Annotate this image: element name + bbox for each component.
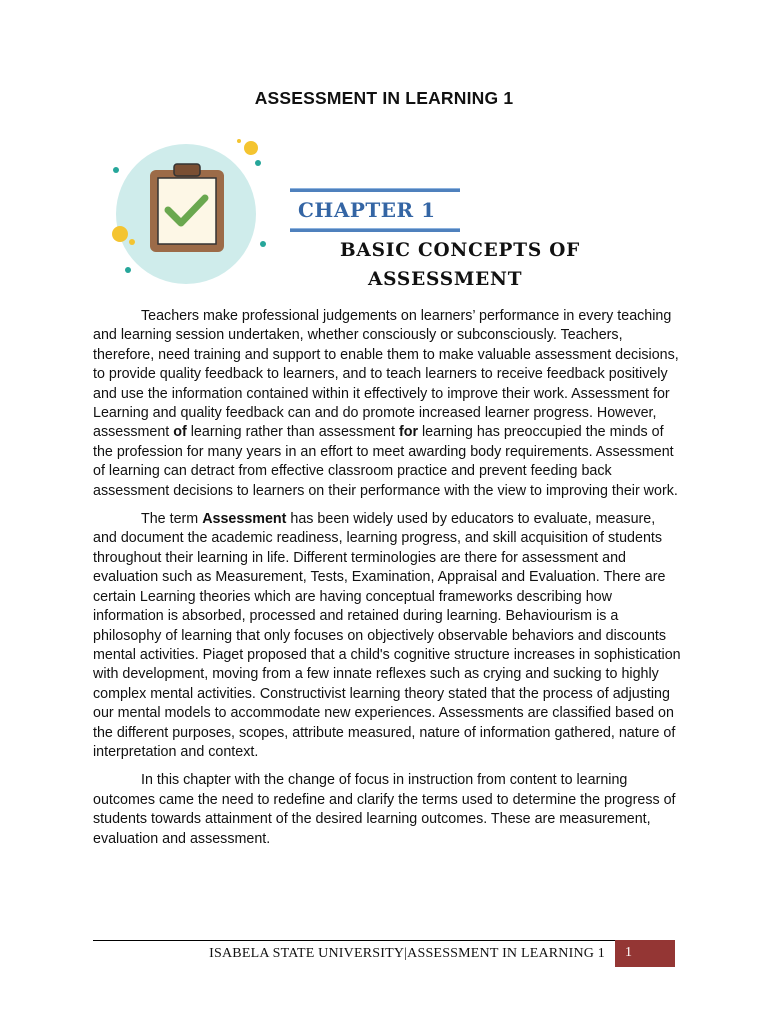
dot-teal xyxy=(113,167,119,173)
paragraph-text: In this chapter with the change of focus in instruction from content to learning outcomes came the need to redefine and clarify the terms used to determine the progress of students towards attainment of the desired learning outcomes. These are measurement, evaluation and assessment. xyxy=(93,772,676,847)
chapter-box xyxy=(290,188,460,232)
chapter-heading-line2: ASSESSMENT xyxy=(368,269,523,290)
bold-term: Assessment xyxy=(202,511,287,528)
bold-term: for xyxy=(398,424,419,441)
chapter-label: CHAPTER 1 xyxy=(298,198,436,222)
paragraph-text: has been widely used by educators to evaluate, measure, and document the academic readiness, learning progress, and skill acquisition of students throughout their learning in life. Different terminologies are there for assessment and evaluation such as Measurement, Tests, Examination, Appraisal and Evaluation. There are certain Learning theories which are having conceptual frameworks describing how information is absorbed, processed and retained during learning. Behaviourism is a philosophy of learning that only focuses on objectively observable behaviors and discounts mental activities. Piaget proposed that a child's cognitive structure increases in sophistication with development, moving from a few innate reflexes such as crying and sucking to highly complex mental activities. Constructivist learning theory stated that the process of adjusting our mental models to accommodate new experiences. Assessments are classified based on the different purposes, scopes, attribute measured, nature of information gathered, nature of interpretation and context. xyxy=(93,511,681,760)
dot-yellow xyxy=(244,141,258,155)
paragraph-text: learning rather than assessment xyxy=(186,424,399,441)
clipboard-illustration xyxy=(108,138,278,298)
page-footer xyxy=(93,940,675,967)
paragraph-2 xyxy=(93,510,683,762)
paragraph-text: learning has preoccupied the minds of the profession for many years in an effort to meet awarding body requirements. Assessment of learning can detract from effective classroom practice and prevent feeding back assessment decisions to learners on their performance with the view to improving their work. xyxy=(93,424,678,499)
clipboard-clip xyxy=(174,164,200,176)
paragraph-3 xyxy=(93,771,683,849)
footer-text: ISABELA STATE UNIVERSITY|ASSESSMENT IN LEARNING 1 xyxy=(209,946,605,961)
dot-yellow-small xyxy=(129,239,135,245)
dot-teal xyxy=(255,160,261,166)
bold-term: of xyxy=(173,424,187,441)
dot-teal xyxy=(125,267,131,273)
page-number: 1 xyxy=(615,940,675,967)
dot-teal xyxy=(260,241,266,247)
document-title: ASSESSMENT IN LEARNING 1 xyxy=(254,88,514,108)
dot-yellow-small xyxy=(237,139,241,143)
dot-yellow xyxy=(112,226,128,242)
clipboard-check-icon xyxy=(108,138,278,298)
chapter-heading xyxy=(340,236,640,294)
chapter-heading-line1: BASIC CONCEPTS OF xyxy=(340,240,581,261)
paragraph-1 xyxy=(93,307,683,501)
chapter-bottom-rule xyxy=(290,228,460,232)
paragraph-text: Teachers make professional judgements on learners’ performance in every teaching and learning session undertaken, whether consciously or subconsciously. Teachers, therefore, need training and support to enable them to make valuable assessment decisions, to provide quality feedback to learners, and to teach learners to receive feedback positively and use the information contained within it effectively to improve their work. Assessment for Learning and quality feedback can and do promote increased learner progress. However, assessment xyxy=(93,308,679,441)
body-text xyxy=(93,307,683,858)
paragraph-text: The term xyxy=(141,511,203,528)
